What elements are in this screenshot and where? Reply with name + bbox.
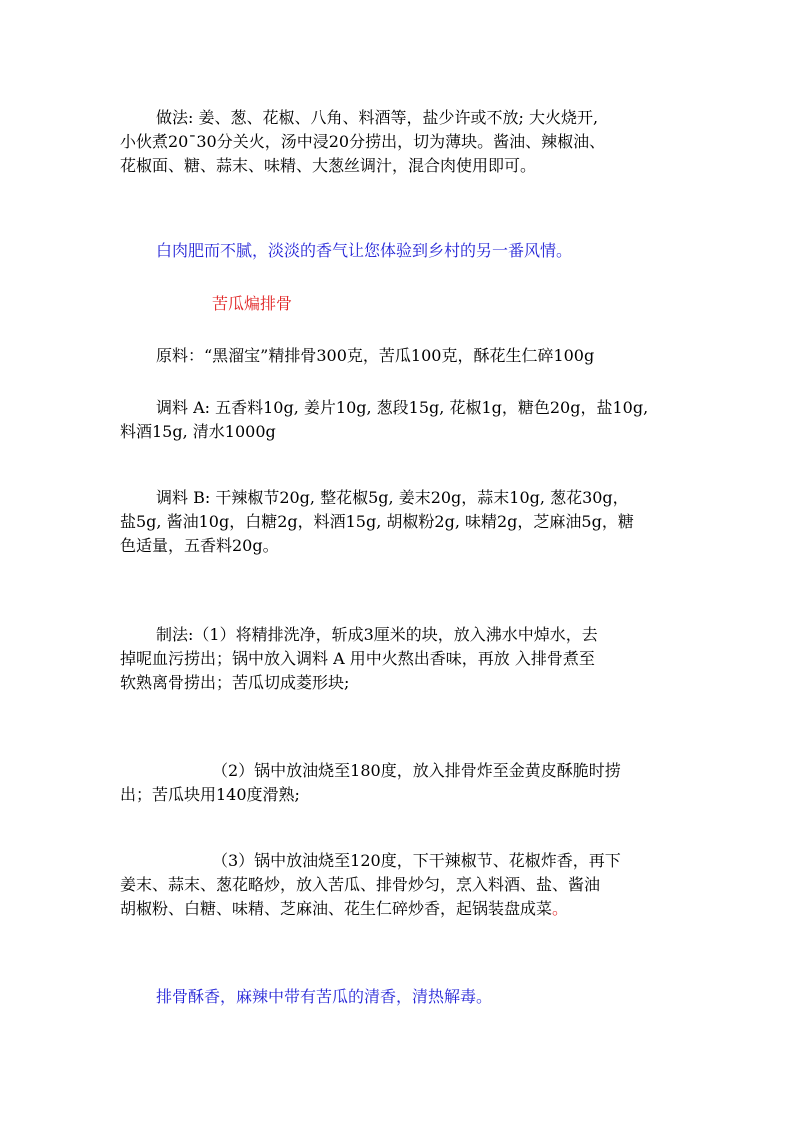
ingredients-paragraph — [120, 344, 682, 368]
text-line: 姜末、蒜末、葱花略炒，放入苦瓜、排骨炒匀，烹入料酒、盐、酱油 — [120, 875, 601, 894]
text-line: 调料 B: 干辣椒节20g, 整花椒5g, 姜末20g，蒜末10g, 葱花30g， — [156, 488, 629, 507]
ingredients-text: 原料：“黑溜宝”精排骨300克，苦瓜100克，酥花生仁碎100g — [156, 346, 595, 365]
text-line: 掉呢血污捞出；锅中放入调料 A 用中火熬出香味，再放 入排骨煮至 — [120, 649, 595, 668]
text-line: 盐5g, 酱油10g，白糖2g，料酒15g, 胡椒粉2g, 味精2g，芝麻油5g，糖 — [120, 512, 634, 531]
closing-note-text: 排骨酥香，麻辣中带有苦瓜的清香，清热解毒。 — [156, 987, 493, 1006]
text-line: 色适量，五香料20g。 — [120, 536, 279, 555]
steps-3-paragraph — [120, 849, 682, 921]
trailing-period: 。 — [552, 899, 569, 918]
text-line-content: 胡椒粉、白糖、味精、芝麻油、花生仁碎炒香，起锅装盘成菜 — [120, 899, 553, 918]
text-line: 软熟离骨捞出；苦瓜切成菱形块; — [120, 673, 350, 692]
recipe-title-text: 苦瓜煸排骨 — [212, 294, 293, 313]
seasoning-b-paragraph — [120, 486, 682, 558]
text-line: 调料 A: 五香料10g, 姜片10g, 葱段15g, 花椒1g，糖色20g，盐10g, — [156, 398, 649, 417]
note-paragraph — [120, 239, 682, 263]
text-line: 小伙煮20¯30分关火，汤中浸20分捞出，切为薄块。酱油、辣椒油、 — [120, 132, 606, 151]
text-line — [120, 897, 682, 921]
seasoning-a-paragraph — [120, 396, 682, 444]
text-line: 料酒15g, 清水1000g — [120, 422, 276, 441]
text-line: 做法: 姜、葱、花椒、八角、料酒等，盐少许或不放; 大火烧开, — [156, 108, 599, 127]
text-line: 花椒面、糖、蒜末、味精、大葱丝调汁，混合肉使用即可。 — [120, 156, 537, 175]
text-line: （3）锅中放油烧至120度，下干辣椒节、花椒炸香，再下 — [212, 851, 621, 870]
closing-note-paragraph — [120, 985, 682, 1009]
note-text: 白肉肥而不腻，淡淡的香气让您体验到乡村的另一番风情。 — [156, 241, 573, 260]
text-line: （2）锅中放油烧至180度，放入排骨炸至金黄皮酥脆时捞 — [212, 761, 621, 780]
steps-1-paragraph — [120, 623, 682, 695]
text-line: 制法:（1）将精排洗净，斩成3厘米的块，放入沸水中焯水，去 — [156, 625, 598, 644]
text-line: 出；苦瓜块用140度滑熟; — [120, 785, 300, 804]
recipe-title — [120, 292, 682, 316]
method-paragraph — [120, 106, 682, 178]
steps-2-paragraph — [120, 759, 682, 807]
